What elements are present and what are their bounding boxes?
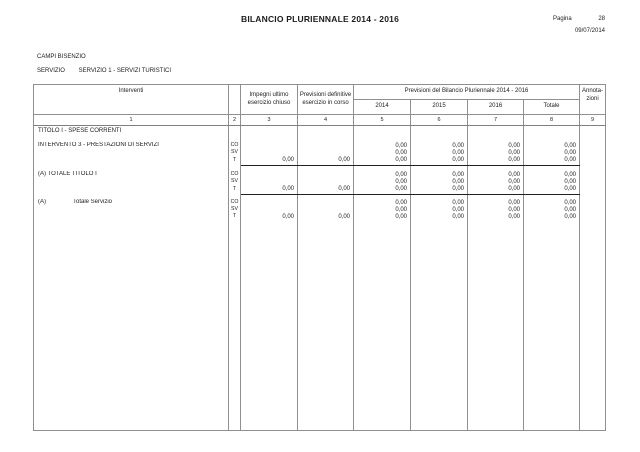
row-tag: SV xyxy=(229,178,241,185)
value-cell: 0,00 xyxy=(524,142,580,149)
row-tag: SV xyxy=(229,206,241,213)
value-cell xyxy=(468,221,524,430)
header-annotazioni-line2: zioni xyxy=(586,95,599,102)
annotation-cell xyxy=(580,171,606,178)
header-year-2016: 2016 xyxy=(468,100,524,115)
value-cell xyxy=(298,171,354,178)
value-cell: 0,00 xyxy=(524,185,580,194)
page-indicator xyxy=(553,16,605,22)
annotation-cell xyxy=(580,213,606,221)
data-row xyxy=(34,149,606,156)
value-cell xyxy=(524,221,580,430)
column-number: 7 xyxy=(468,115,524,126)
row-tag: T xyxy=(229,156,241,165)
row-tag: SV xyxy=(229,149,241,156)
annotation-cell xyxy=(580,156,606,165)
data-row xyxy=(34,199,606,206)
value-cell: 0,00 xyxy=(468,156,524,165)
value-cell: 0,00 xyxy=(298,185,354,194)
header-annotazioni-line1: Annota- xyxy=(581,88,603,94)
header-interventi: Interventi xyxy=(34,85,229,115)
row-tag: T xyxy=(229,185,241,194)
row-label xyxy=(34,185,229,194)
value-cell: 0,00 xyxy=(411,142,468,149)
annotation-cell xyxy=(580,185,606,194)
value-cell xyxy=(298,206,354,213)
budget-table xyxy=(33,84,606,431)
annotation-cell xyxy=(580,206,606,213)
header-impegni: Impegni ultimo esercizio chiuso xyxy=(241,85,298,115)
row-tag xyxy=(229,126,241,137)
column-number: 3 xyxy=(241,115,298,126)
data-row xyxy=(34,178,606,185)
service-row xyxy=(37,68,171,74)
row-label xyxy=(34,149,229,156)
value-cell: 0,00 xyxy=(524,149,580,156)
header-col2-empty xyxy=(229,85,241,115)
value-cell xyxy=(298,221,354,430)
value-cell: 0,00 xyxy=(524,199,580,206)
value-cell: 0,00 xyxy=(411,199,468,206)
value-cell xyxy=(241,221,298,430)
column-numbers-row xyxy=(34,115,606,126)
header-year-2014: 2014 xyxy=(354,100,411,115)
header-year-2015: 2015 xyxy=(411,100,468,115)
row-label xyxy=(34,178,229,185)
value-cell: 0,00 xyxy=(468,206,524,213)
annotation-cell xyxy=(580,199,606,206)
row-tag: CO xyxy=(229,142,241,149)
row-label: TITOLO I - SPESE CORRENTI xyxy=(34,126,229,137)
value-cell: 0,00 xyxy=(354,206,411,213)
service-value: SERVIZIO 1 - SERVIZI TURISTICI xyxy=(78,68,172,74)
value-cell: 0,00 xyxy=(354,199,411,206)
column-number: 2 xyxy=(229,115,241,126)
value-cell: 0,00 xyxy=(411,206,468,213)
header-previsioni-pluriennale: Previsioni del Bilancio Pluriennale 2014 - 2016 xyxy=(354,85,580,100)
page-label: Pagina xyxy=(553,16,572,22)
value-cell xyxy=(241,171,298,178)
row-tag: T xyxy=(229,213,241,221)
row-label-prefix: (A) xyxy=(38,199,46,205)
column-number: 8 xyxy=(524,115,580,126)
column-number: 6 xyxy=(411,115,468,126)
value-cell xyxy=(298,149,354,156)
data-row xyxy=(34,142,606,149)
row-label xyxy=(34,213,229,221)
value-cell: 0,00 xyxy=(524,156,580,165)
value-cell xyxy=(241,126,298,137)
value-cell: 0,00 xyxy=(468,185,524,194)
value-cell: 0,00 xyxy=(298,156,354,165)
row-label xyxy=(34,206,229,213)
data-row xyxy=(34,206,606,213)
value-cell: 0,00 xyxy=(468,178,524,185)
header-annotazioni xyxy=(580,85,606,115)
annotation-cell xyxy=(580,142,606,149)
data-row xyxy=(34,213,606,221)
service-label: SERVIZIO xyxy=(37,68,65,74)
data-row xyxy=(34,185,606,194)
value-cell xyxy=(468,126,524,137)
value-cell xyxy=(524,126,580,137)
table-header-row xyxy=(34,85,606,100)
row-tag: CO xyxy=(229,199,241,206)
header-previsioni-definitive: Previsioni definitive esercizio in corso xyxy=(298,85,354,115)
value-cell xyxy=(241,142,298,149)
row-label-text: Totale Servizio xyxy=(73,199,113,205)
table-body xyxy=(34,126,606,431)
value-cell: 0,00 xyxy=(241,156,298,165)
row-label: (A) TOTALE TITOLO I xyxy=(34,171,229,178)
annotation-cell xyxy=(580,149,606,156)
value-cell xyxy=(241,206,298,213)
filler-row xyxy=(34,221,606,430)
value-cell: 0,00 xyxy=(468,171,524,178)
value-cell: 0,00 xyxy=(411,185,468,194)
data-row xyxy=(34,171,606,178)
entity-name: CAMPI BISENZIO xyxy=(37,54,86,60)
value-cell: 0,00 xyxy=(354,185,411,194)
column-number: 5 xyxy=(354,115,411,126)
value-cell xyxy=(298,178,354,185)
value-cell: 0,00 xyxy=(524,178,580,185)
value-cell: 0,00 xyxy=(241,185,298,194)
value-cell xyxy=(298,126,354,137)
value-cell: 0,00 xyxy=(298,213,354,221)
document-date: 09/07/2014 xyxy=(574,28,605,34)
value-cell: 0,00 xyxy=(354,149,411,156)
annotation-cell xyxy=(580,178,606,185)
row-tag: CO xyxy=(229,171,241,178)
value-cell xyxy=(411,221,468,430)
data-row xyxy=(34,156,606,165)
value-cell xyxy=(241,199,298,206)
value-cell: 0,00 xyxy=(411,149,468,156)
value-cell: 0,00 xyxy=(411,171,468,178)
value-cell: 0,00 xyxy=(354,156,411,165)
value-cell: 0,00 xyxy=(468,149,524,156)
header-totale: Totale xyxy=(524,100,580,115)
value-cell: 0,00 xyxy=(468,199,524,206)
value-cell: 0,00 xyxy=(411,156,468,165)
row-label xyxy=(34,199,229,206)
value-cell xyxy=(241,178,298,185)
value-cell xyxy=(411,126,468,137)
value-cell: 0,00 xyxy=(354,213,411,221)
value-cell xyxy=(241,149,298,156)
value-cell: 0,00 xyxy=(524,171,580,178)
value-cell: 0,00 xyxy=(354,171,411,178)
annotation-cell xyxy=(580,126,606,137)
value-cell: 0,00 xyxy=(524,213,580,221)
column-number: 9 xyxy=(580,115,606,126)
row-label xyxy=(34,221,229,430)
value-cell: 0,00 xyxy=(468,142,524,149)
value-cell: 0,00 xyxy=(524,206,580,213)
page-number: 28 xyxy=(598,16,605,22)
value-cell: 0,00 xyxy=(354,142,411,149)
value-cell: 0,00 xyxy=(354,178,411,185)
value-cell: 0,00 xyxy=(241,213,298,221)
value-cell xyxy=(354,126,411,137)
value-cell: 0,00 xyxy=(411,178,468,185)
row-label: INTERVENTO 3 - PRESTAZIONI DI SERVIZI xyxy=(34,142,229,149)
value-cell xyxy=(354,221,411,430)
value-cell: 0,00 xyxy=(411,213,468,221)
label-row xyxy=(34,126,606,137)
annotation-cell xyxy=(580,221,606,430)
column-number: 4 xyxy=(298,115,354,126)
value-cell xyxy=(298,142,354,149)
column-number: 1 xyxy=(34,115,229,126)
document-title: BILANCIO PLURIENNALE 2014 - 2016 xyxy=(240,14,400,24)
value-cell xyxy=(298,199,354,206)
row-label xyxy=(34,156,229,165)
value-cell: 0,00 xyxy=(468,213,524,221)
row-tag xyxy=(229,221,241,430)
